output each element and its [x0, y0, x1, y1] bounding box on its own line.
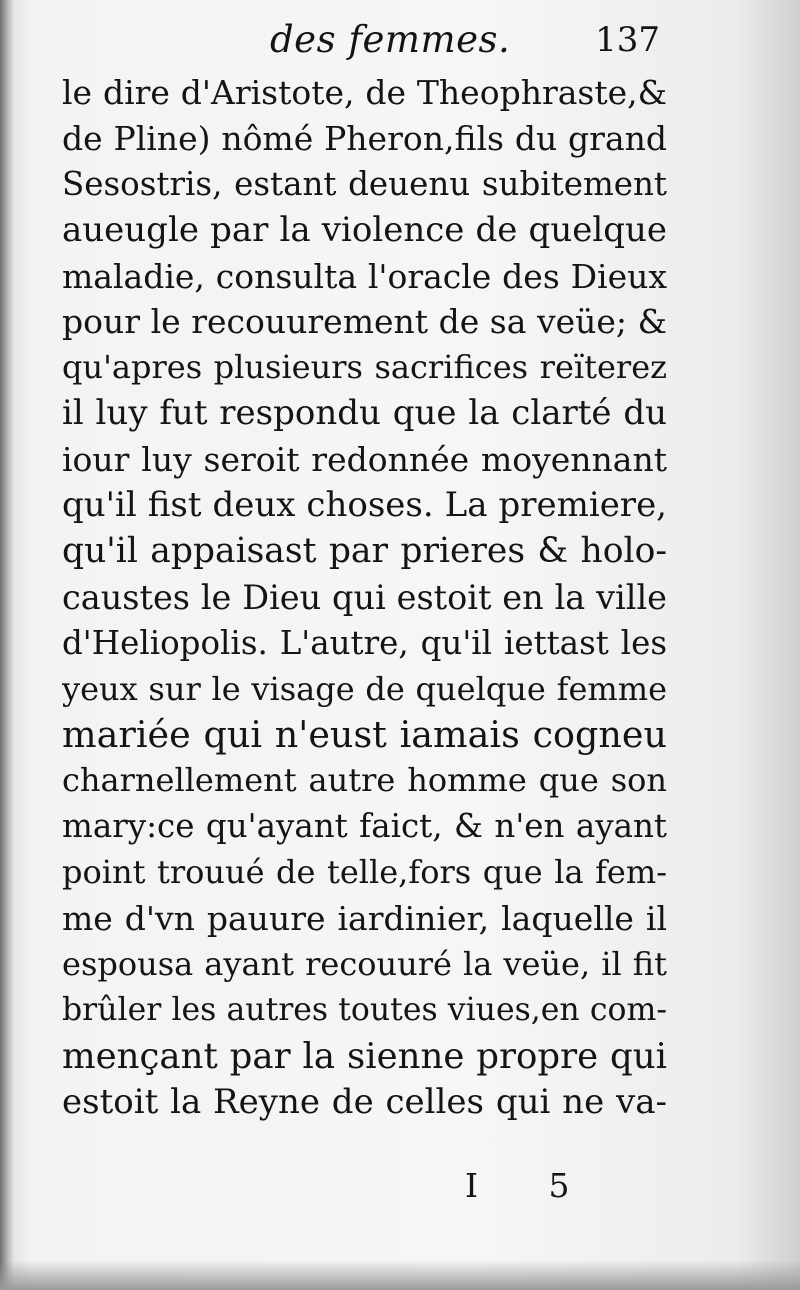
text-line: caustes le Dieu qui estoit en la ville [62, 577, 667, 617]
text-line: me d'vn pauure iardinier, laquelle il [62, 899, 667, 939]
body-text [62, 70, 667, 1125]
binding-shadow [0, 0, 14, 1290]
text-line: espousa ayant recouuré la veüe, il fit [62, 944, 667, 983]
text-line: aueugle par la violence de quelque [62, 209, 667, 250]
text-line: mariée qui n'eust iamais cogneu [62, 713, 667, 757]
text-line: qu'il fist deux choses. La premiere, [62, 485, 667, 526]
page-header [60, 16, 660, 76]
text-line: qu'il appaisast par prieres & holo- [62, 530, 667, 571]
text-line: maladie, consulta l'oracle des Dieux [62, 256, 667, 296]
running-head: des femmes. [270, 18, 511, 61]
text-line: estoit la Reyne de celles qui ne va- [62, 1081, 667, 1122]
text-line: il luy fut respondu que la clarté du [62, 393, 667, 434]
text-line: yeux sur le visage de quelque femme [62, 669, 667, 708]
text-line: pour le recouurement de sa veüe; & [62, 302, 667, 342]
page-number: 137 [595, 20, 660, 60]
signature-mark: I 5 [465, 1166, 600, 1205]
text-line: qu'apres plusieurs sacrifices reïterez [62, 348, 667, 387]
text-line: de Pline) nômé Pheron,fils du grand [62, 118, 667, 158]
page-edge-shadow [0, 1260, 800, 1290]
text-line: mençant par la sienne propre qui [62, 1035, 667, 1077]
text-line: Sesostris, estant deuenu subitement [62, 164, 667, 203]
text-line: le dire d'Aristote, de Theophraste,& [62, 73, 667, 112]
text-line: point trouué de telle,fors que la fem- [62, 853, 667, 892]
text-line: charnellement autre homme que son [62, 761, 667, 800]
text-line: brûler les autres toutes viues,en com- [62, 991, 667, 1028]
text-line: d'Heliopolis. L'autre, qu'il iettast les [62, 623, 667, 662]
text-line: mary:ce qu'ayant faict, & n'en ayant [62, 807, 667, 846]
text-line: iour luy seroit redonnée moyennant [62, 440, 667, 480]
